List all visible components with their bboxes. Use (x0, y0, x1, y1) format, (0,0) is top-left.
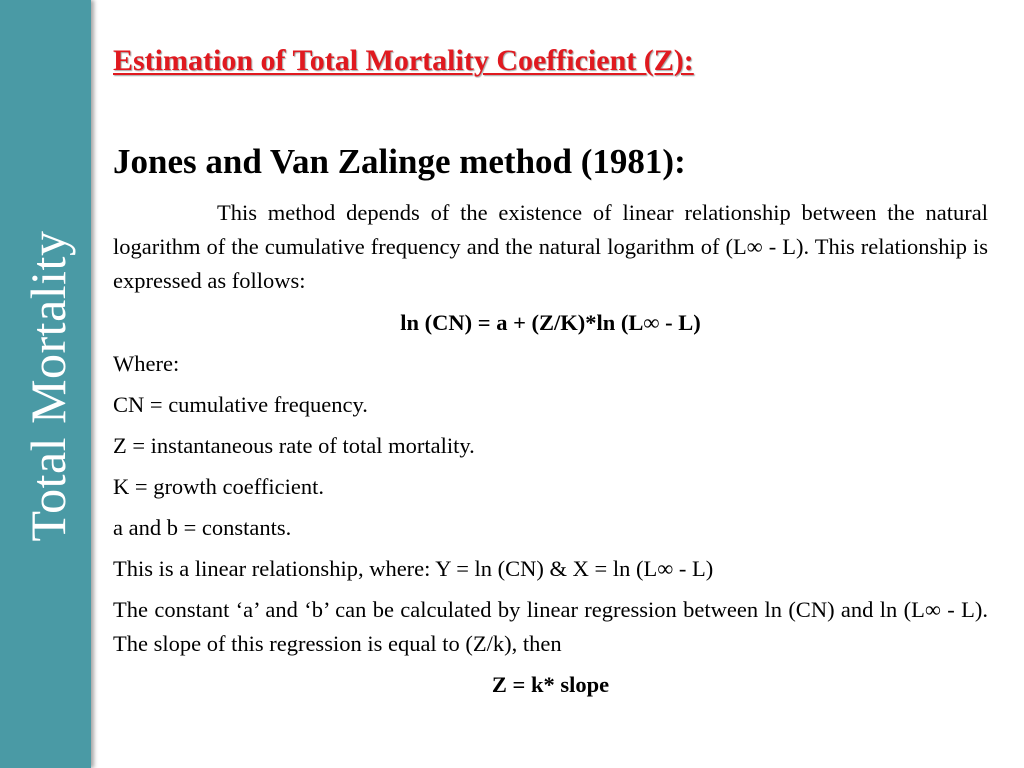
z-equation: Z = k* slope (491, 672, 610, 697)
sidebar-title: Total Mortality (20, 230, 76, 542)
where-label: Where: (113, 351, 180, 376)
definition-ab: a and b = constants. (113, 515, 292, 540)
definition-k: K = growth coefficient. (113, 474, 324, 499)
regression-equation: ln (CN) = a + (Z/K)*ln (L∞ - L) (400, 310, 701, 335)
slide-heading: Estimation of Total Mortality Coefficient (Z): (113, 44, 694, 77)
linear-statement: This is a linear relationship, where: Y = ln (CN) & X = ln (L∞ - L) (113, 556, 714, 581)
regression-paragraph: The constant ‘a’ and ‘b’ can be calculated by linear regression between ln (CN) and ln (L∞ - L). The slope of this regression is equal to (Z/k), then (113, 597, 988, 656)
method-subheading: Jones and Van Zalinge method (1981): (113, 142, 686, 181)
intro-paragraph: This method depends of the existence of linear relationship between the natural logarithm of the cumulative frequency and the natural logarithm of (L∞ - L). This relationship is expressed as follows: (113, 200, 988, 293)
definition-cn: CN = cumulative frequency. (113, 392, 368, 417)
sidebar-band (0, 0, 91, 768)
definition-z: Z = instantaneous rate of total mortality. (113, 433, 475, 458)
